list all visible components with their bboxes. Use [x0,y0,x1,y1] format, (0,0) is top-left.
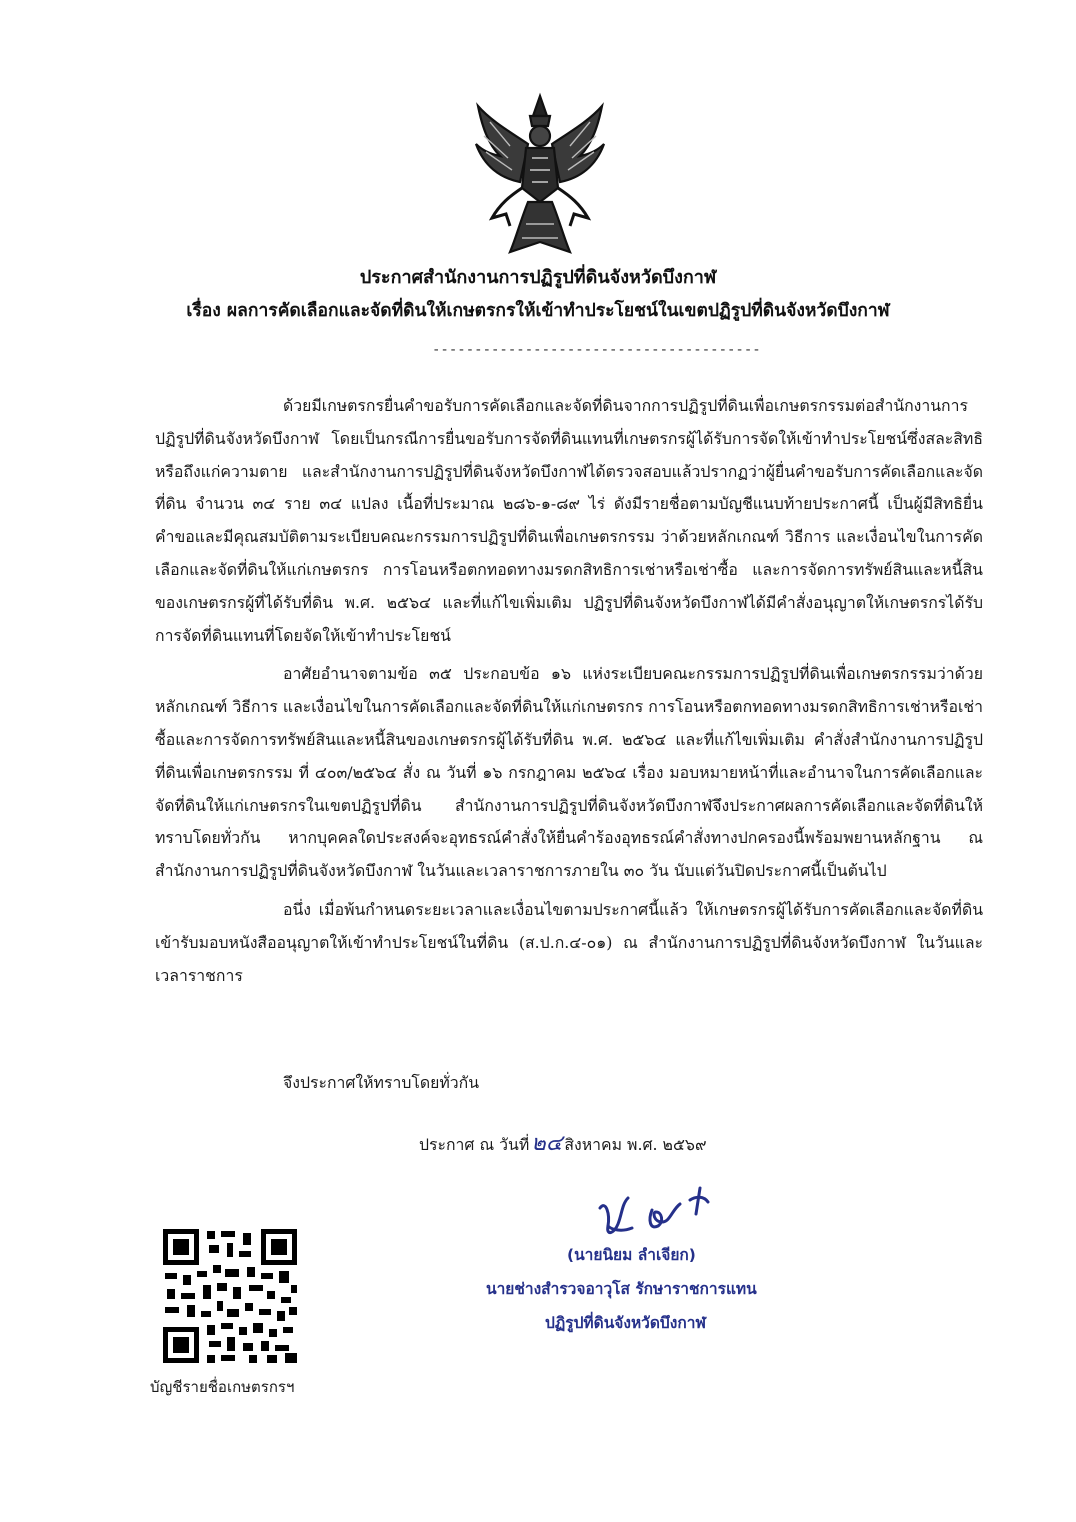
dateline-prefix: ประกาศ ณ วันที่ [419,1135,530,1154]
signatory-office: ปฏิรูปที่ดินจังหวัดบึงกาฬ [545,1314,707,1332]
dateline-day-handwritten: ๒๔ [531,1131,563,1156]
signatory-name: (นายนิยม ลำเจียก) [567,1246,696,1264]
title-separator: --------------------------------------- [432,342,761,358]
announcement-subject: เรื่อง ผลการคัดเลือกและจัดที่ดินให้เกษตรกรให้เข้าทำประโยชน์ในเขตปฏิรูปที่ดินจังหวัดบึงกาฬ [186,301,890,321]
dateline-suffix: สิงหาคม พ.ศ. ๒๕๖๙ [564,1135,707,1154]
qr-caption: บัญชีรายชื่อเกษตรกรฯ [150,1378,295,1396]
qr-code-icon[interactable] [163,1229,297,1363]
announcement-body [155,390,983,998]
closing-statement: จึงประกาศให้ทราบโดยทั่วกัน [283,1073,479,1092]
dateline [419,1125,707,1160]
body-paragraph: อนึ่ง เมื่อพ้นกำหนดระยะเวลาและเงื่อนไขตามประกาศนี้แล้ว ให้เกษตรกรผู้ได้รับการคัดเลือกและจัดที่ดินเข้ารับมอบหนังสืออนุญาตให้เข้าทำประโยชน์ในที่ดิน (ส.ป.ก.๔-๐๑) ณ สำนักงานการปฏิรูปที่ดินจังหวัดบึงกาฬ ในวันและเวลาราชการ [155,899,983,985]
garuda-emblem-icon [470,92,610,260]
body-paragraph: ด้วยมีเกษตรกรยื่นคำขอรับการคัดเลือกและจัดที่ดินจากการปฏิรูปที่ดินเพื่อเกษตรกรรมต่อสำนักงานการปฏิรูปที่ดินจังหวัดบึงกาฬ โดยเป็นกรณีการยื่นขอรับการจัดที่ดินแทนที่เกษตรกรผู้ได้รับการจัดให้เข้าทำประโยชน์ซึ่งสละสิทธิหรือถึงแก่ความตาย และสำนักงานการปฏิรูปที่ดินจังหวัดบึงกาฬได้ตรวจสอบแล้วปรากฏว่าผู้ยื่นคำขอรับการคัดเลือกและจัดที่ดิน จำนวน ๓๔ ราย ๓๔ แปลง เนื้อที่ประมาณ ๒๘๖-๑-๘๙ ไร่ ดังมีรายชื่อตามบัญชีแนบท้ายประกาศนี้ เป็นผู้มีสิทธิยื่นคำขอและมีคุณสมบัติตามระเบียบคณะกรรมการปฏิรูปที่ดินเพื่อเกษตรกรรม ว่าด้วยหลักเกณฑ์ วิธีการ และเงื่อนไขในการคัดเลือกและจัดที่ดินให้แก่เกษตรกร การโอนหรือตกทอดทางมรดกสิทธิการเช่าหรือเช่าซื้อ และการจัดการทรัพย์สินและหนี้สินของเกษตรกรผู้ที่ได้รับที่ดิน พ.ศ. ๒๕๖๔ และที่แก้ไขเพิ่มเติม ปฏิรูปที่ดินจังหวัดบึงกาฬได้มีคำสั่งอนุญาตให้เกษตรกรได้รับการจัดที่ดินแทนที่โดยจัดให้เข้าทำประโยชน์ [155,396,983,645]
signatory-position: นายช่างสำรวจอาวุโส รักษาราชการแทน [486,1280,757,1298]
body-paragraph: อาศัยอำนาจตามข้อ ๓๕ ประกอบข้อ ๑๖ แห่งระเบียบคณะกรรมการปฏิรูปที่ดินเพื่อเกษตรกรรมว่าด้วยหลักเกณฑ์ วิธีการ และเงื่อนไขในการคัดเลือกและจัดที่ดินให้แก่เกษตรกร การโอนหรือตกทอดทางมรดกสิทธิการเช่าหรือเช่าซื้อและการจัดการทรัพย์สินและหนี้สินของเกษตรกรผู้ได้รับที่ดิน พ.ศ. ๒๕๖๔ และที่แก้ไขเพิ่มเติม คำสั่งสำนักงานการปฏิรูปที่ดินเพื่อเกษตรกรรม ที่ ๔๐๓/๒๕๖๔ สั่ง ณ วันที่ ๑๖ กรกฎาคม ๒๕๖๔ เรื่อง มอบหมายหน้าที่และอำนาจในการคัดเลือกและจัดที่ดินให้แก่เกษตรกรในเขตปฏิรูปที่ดิน สำนักงานการปฏิรูปที่ดินจังหวัดบึงกาฬจึงประกาศผลการคัดเลือกและจัดที่ดินให้ทราบโดยทั่วกัน หากบุคคลใดประสงค์จะอุทธรณ์คำสั่งให้ยื่นคำร้องอุทธรณ์คำสั่งทางปกครองนี้พร้อมพยานหลักฐาน ณ สำนักงานการปฏิรูปที่ดินจังหวัดบึงกาฬ ในวันและเวลาราชการภายใน ๓๐ วัน นับแต่วันปิดประกาศนี้เป็นต้นไป [155,664,983,881]
handwritten-signature-icon [592,1180,742,1244]
announcement-title: ประกาศสำนักงานการปฏิรูปที่ดินจังหวัดบึงกาฬ [359,267,717,288]
